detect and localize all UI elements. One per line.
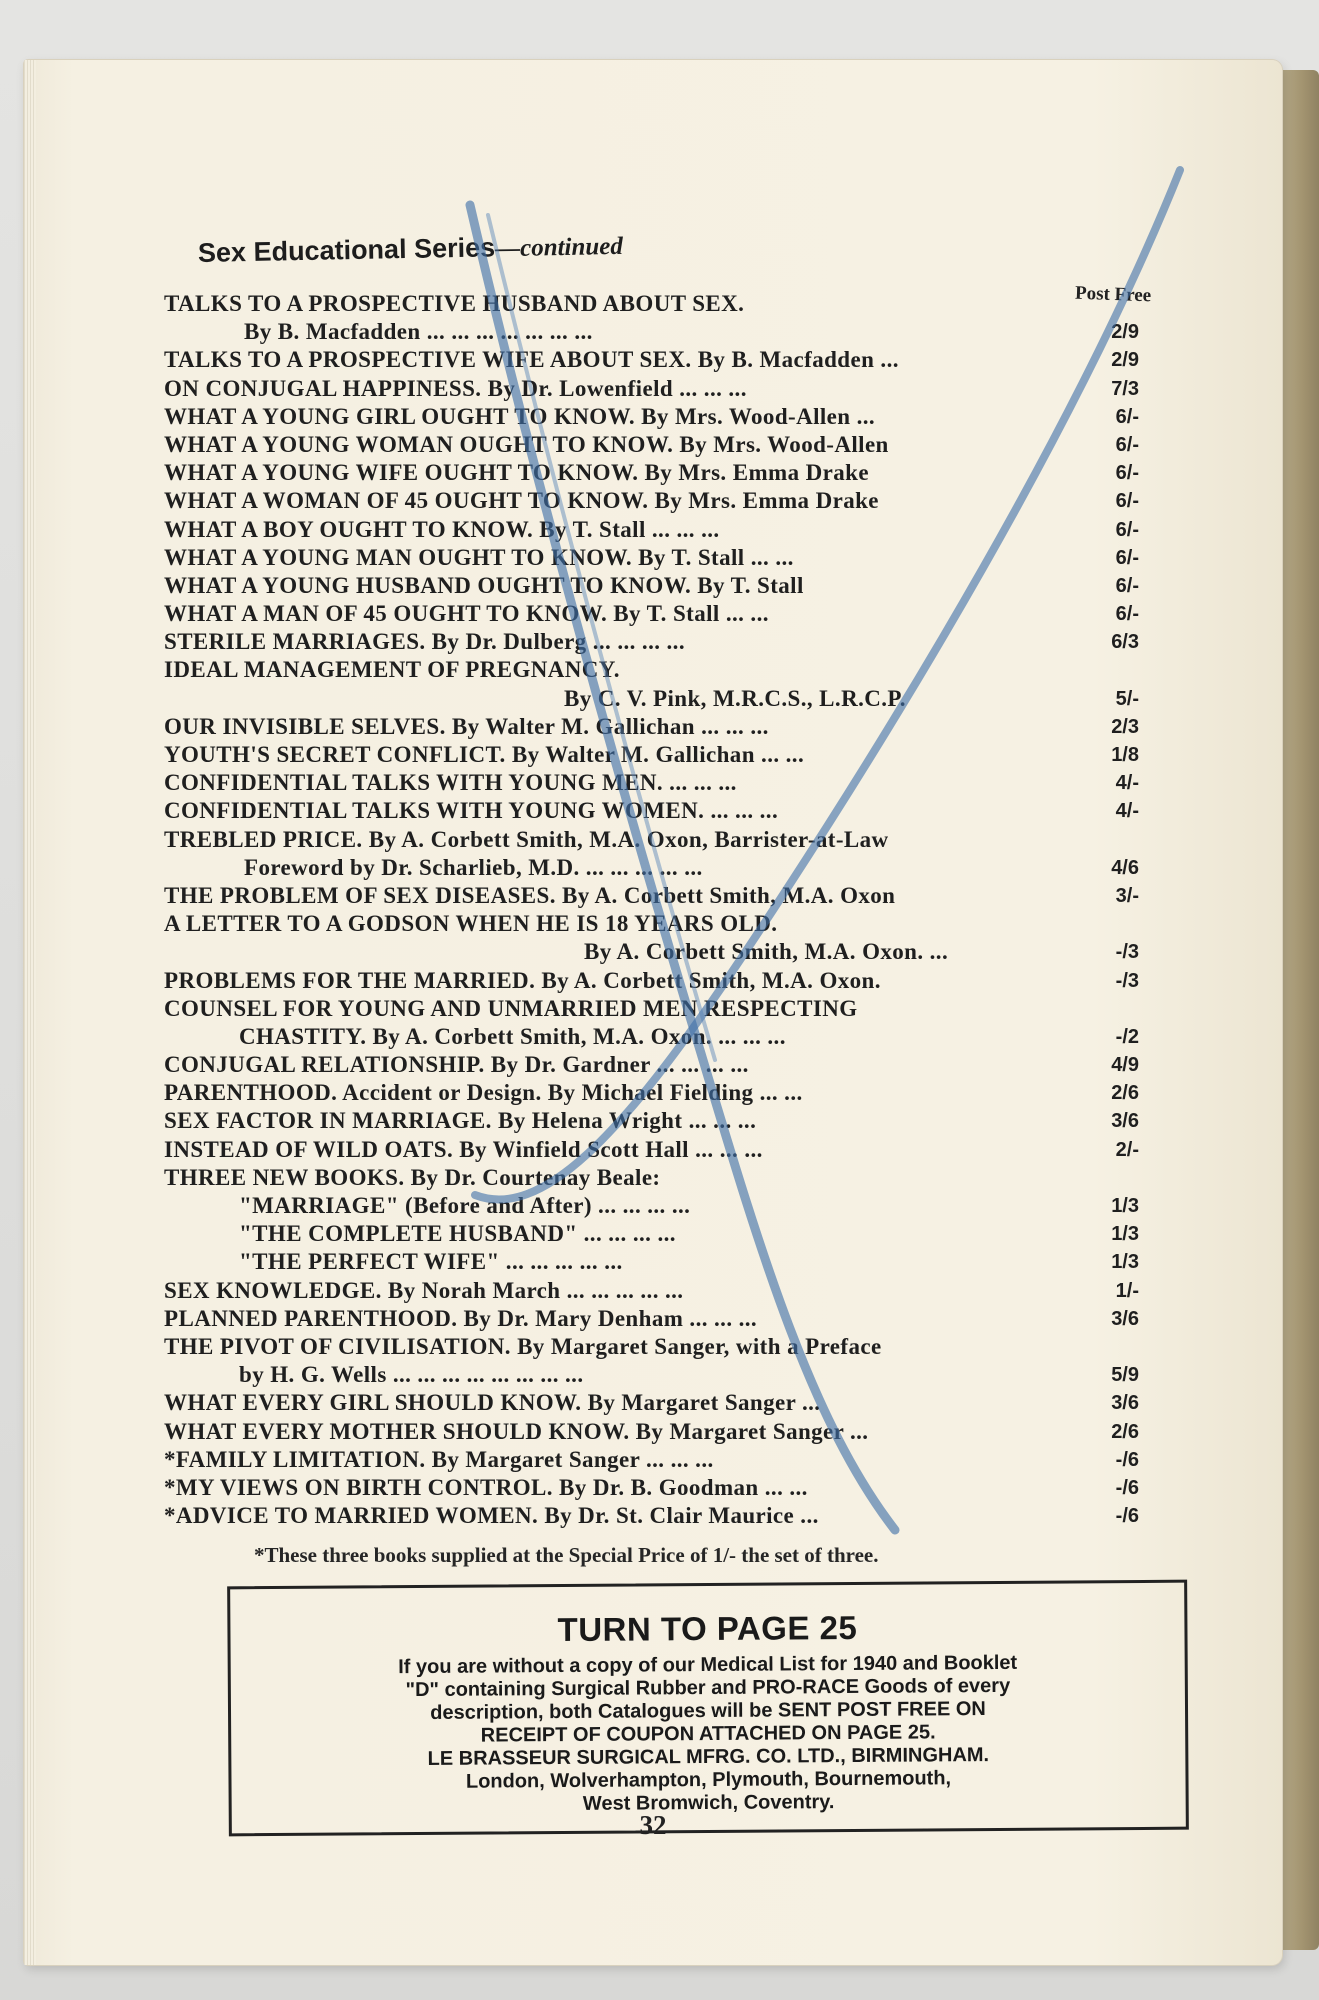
book-entry-text: TALKS TO A PROSPECTIVE WIFE ABOUT SEX. By B. Macfadden ... <box>164 347 899 373</box>
book-entry-text: *MY VIEWS ON BIRTH CONTROL. By Dr. B. Goodman ... ... <box>164 1474 808 1500</box>
book-price: 5/9 <box>1111 1364 1139 1387</box>
book-price: 6/- <box>1115 433 1139 456</box>
list-item <box>164 1248 1139 1276</box>
book-price: 6/3 <box>1111 631 1139 654</box>
book-entry-text: A LETTER TO A GODSON WHEN HE IS 18 YEARS OLD. <box>164 911 778 937</box>
list-item <box>164 1418 1139 1446</box>
list-item <box>164 459 1139 487</box>
list-item <box>164 375 1139 403</box>
book-entry-text: YOUTH'S SECRET CONFLICT. By Walter M. Gallichan ... ... <box>164 742 805 767</box>
book-entry-text: Foreword by Dr. Scharlieb, M.D. ... ... ... ... ... <box>244 854 703 880</box>
book-entry-text: "THE PERFECT WIFE" ... ... ... ... ... <box>239 1249 623 1275</box>
book-price: -/6 <box>1115 1448 1139 1471</box>
book-list <box>164 290 1139 1530</box>
book-entry-text: By A. Corbett Smith, M.A. Oxon. ... <box>584 939 949 965</box>
book-price: 6/- <box>1115 518 1139 541</box>
book-entry-text: IDEAL MANAGEMENT OF PREGNANCY. <box>164 657 620 683</box>
book-entry-text: WHAT A YOUNG WOMAN OUGHT TO KNOW. By Mrs. Wood-Allen <box>164 431 889 457</box>
book-price: 3/6 <box>1111 1392 1139 1415</box>
book-price: 6/- <box>1115 603 1139 626</box>
notice-line-4: RECEIPT OF COUPON ATTACHED ON PAGE 25. <box>480 1721 936 1747</box>
book-entry-text: By B. Macfadden ... ... ... ... ... ... ... <box>244 319 593 345</box>
book-price: -/6 <box>1115 1505 1139 1528</box>
list-item <box>164 544 1139 572</box>
book-entry-text: INSTEAD OF WILD OATS. By Winfield Scott Hall ... ... ... <box>164 1136 763 1162</box>
list-item <box>164 1023 1139 1051</box>
list-item <box>164 741 1139 769</box>
book-price: 3/- <box>1115 884 1139 907</box>
list-item <box>164 910 1139 938</box>
notice-line-7: West Bromwich, Coventry. <box>582 1791 835 1815</box>
book-entry-text: by H. G. Wells ... ... ... ... ... ... ... ... <box>239 1362 584 1388</box>
list-item <box>164 1305 1139 1333</box>
book-entry-text: WHAT EVERY GIRL SHOULD KNOW. By Margaret Sanger ... <box>164 1390 821 1416</box>
book-entry-text: CONFIDENTIAL TALKS WITH YOUNG WOMEN. ... ... ... <box>164 798 779 824</box>
list-item <box>164 967 1139 995</box>
book-entry-text: WHAT A YOUNG GIRL OUGHT TO KNOW. By Mrs. Wood-Allen ... <box>164 403 876 429</box>
book-entry-text: WHAT A YOUNG HUSBAND OUGHT TO KNOW. By T. Stall <box>164 572 804 598</box>
footnote: *These three books supplied at the Special Price of 1/- the set of three. <box>254 1543 879 1567</box>
book-entry-text: CHASTITY. By A. Corbett Smith, M.A. Oxon. ... ... ... <box>239 1023 786 1049</box>
book-entry-text: CONFIDENTIAL TALKS WITH YOUNG MEN. ... ... ... <box>164 770 737 796</box>
book-entry-text: PLANNED PARENTHOOD. By Dr. Mary Denham ... ... ... <box>164 1305 758 1331</box>
cover-edge <box>1277 70 1319 1950</box>
catalogue-page <box>24 60 1282 1965</box>
list-item <box>164 516 1139 544</box>
book-price: 6/- <box>1115 405 1139 428</box>
list-item <box>164 1446 1139 1474</box>
book-entry-text: WHAT A MAN OF 45 OUGHT TO KNOW. By T. Stall ... ... <box>164 601 769 627</box>
book-entry-text: "THE COMPLETE HUSBAND" ... ... ... ... <box>239 1221 676 1247</box>
list-item <box>164 1277 1139 1305</box>
book-entry-text: "MARRIAGE" (Before and After) ... ... ... ... <box>239 1193 691 1218</box>
book-entry-text: WHAT A YOUNG MAN OUGHT TO KNOW. By T. Stall ... ... <box>164 544 794 570</box>
book-price: 6/- <box>1115 490 1139 513</box>
book-price: 4/9 <box>1111 1054 1139 1077</box>
notice-line-2: "D" containing Surgical Rubber and PRO-RACE Goods of every <box>405 1674 1011 1702</box>
notice-heading: TURN TO PAGE 25 <box>557 1608 858 1649</box>
book-price: 1/- <box>1115 1279 1139 1302</box>
list-item <box>164 628 1139 656</box>
series-title-suffix: —continued <box>494 232 624 263</box>
list-item <box>164 1361 1139 1389</box>
price-heading: Post Free <box>1074 282 1152 307</box>
list-item <box>164 1136 1139 1164</box>
list-item <box>164 318 1139 346</box>
list-item <box>164 713 1139 741</box>
book-price: -/2 <box>1115 1025 1139 1048</box>
book-price: 6/- <box>1115 574 1139 597</box>
series-title-text: Sex Educational Series <box>197 232 496 268</box>
list-item <box>164 600 1139 628</box>
book-price: 2/9 <box>1111 321 1139 344</box>
book-price: 2/- <box>1115 1138 1139 1161</box>
book-entry-text: OUR INVISIBLE SELVES. By Walter M. Gallichan ... ... ... <box>164 713 769 739</box>
book-price: 1/3 <box>1111 1251 1139 1274</box>
book-price: 2/6 <box>1111 1420 1139 1443</box>
book-price: -/3 <box>1115 969 1139 992</box>
list-item <box>164 769 1139 797</box>
book-entry-text: STERILE MARRIAGES. By Dr. Dulberg ... ... ... ... <box>164 629 685 655</box>
book-price: 4/6 <box>1111 856 1139 879</box>
list-item <box>164 1474 1139 1502</box>
list-item <box>164 290 1139 318</box>
notice-line-6: London, Wolverhampton, Plymouth, Bournemouth, <box>465 1767 952 1793</box>
list-item <box>164 487 1139 515</box>
list-item <box>164 1502 1139 1530</box>
list-item <box>164 854 1139 882</box>
list-item <box>164 826 1139 854</box>
book-price: 2/6 <box>1111 1082 1139 1105</box>
list-item <box>164 1389 1139 1417</box>
book-entry-text: WHAT A BOY OUGHT TO KNOW. By T. Stall ... ... ... <box>164 516 720 542</box>
book-price: 6/- <box>1115 546 1139 569</box>
book-price: 5/- <box>1115 687 1139 710</box>
book-entry-text: THE PIVOT OF CIVILISATION. By Margaret Sanger, with a Preface <box>164 1333 882 1359</box>
book-entry-text: WHAT EVERY MOTHER SHOULD KNOW. By Margaret Sanger ... <box>164 1418 869 1444</box>
book-entry-text: WHAT A YOUNG WIFE OUGHT TO KNOW. By Mrs. Emma Drake <box>164 460 869 486</box>
book-entry-text: *FAMILY LIMITATION. By Margaret Sanger ... ... ... <box>164 1446 714 1472</box>
book-price: 1/3 <box>1111 1195 1139 1217</box>
list-item <box>164 938 1139 966</box>
list-item <box>164 403 1139 431</box>
list-item <box>164 882 1139 910</box>
list-item <box>164 1164 1139 1192</box>
book-price: -/6 <box>1115 1476 1139 1499</box>
book-price: 1/3 <box>1111 1223 1139 1246</box>
book-price: 7/3 <box>1111 377 1139 400</box>
book-entry-text: COUNSEL FOR YOUNG AND UNMARRIED MEN RESPECTING <box>164 995 858 1021</box>
book-price: 1/8 <box>1111 744 1139 766</box>
book-price: 2/3 <box>1111 715 1139 738</box>
page-content <box>164 232 1152 1815</box>
list-item <box>164 431 1139 459</box>
book-entry-text: WHAT A WOMAN OF 45 OUGHT TO KNOW. By Mrs. Emma Drake <box>164 488 879 514</box>
book-price: 6/- <box>1115 462 1139 485</box>
list-item <box>164 685 1139 713</box>
book-price: 4/- <box>1115 800 1139 823</box>
book-price: 3/6 <box>1111 1307 1139 1330</box>
list-item <box>164 346 1139 374</box>
book-entry-text: TREBLED PRICE. By A. Corbett Smith, M.A. Oxon, Barrister-at-Law <box>164 826 889 852</box>
list-item <box>164 656 1139 684</box>
list-item <box>164 1107 1139 1135</box>
notice-line-3: description, both Catalogues will be SENT POST FREE ON <box>430 1698 986 1724</box>
book-entry-text: SEX KNOWLEDGE. By Norah March ... ... ... ... ... <box>164 1277 684 1303</box>
notice-body <box>231 1651 1186 1819</box>
book-entry-text: PARENTHOOD. Accident or Design. By Michael Fielding ... ... <box>164 1080 803 1106</box>
list-item <box>164 797 1139 825</box>
notice-line-1: If you are without a copy of our Medical List for 1940 and Booklet <box>398 1651 1018 1679</box>
notice-box <box>227 1580 1189 1837</box>
list-item <box>164 1079 1139 1107</box>
page-stack-edge <box>24 60 36 1965</box>
series-title <box>198 220 1139 269</box>
book-entry-text: SEX FACTOR IN MARRIAGE. By Helena Wright ... ... ... <box>164 1108 757 1134</box>
notice-line-5: LE BRASSEUR SURGICAL MFRG. CO. LTD., BIRMINGHAM. <box>427 1744 990 1770</box>
list-item <box>164 1051 1139 1079</box>
book-entry-text: PROBLEMS FOR THE MARRIED. By A. Corbett Smith, M.A. Oxon. <box>164 967 881 993</box>
list-item <box>164 1192 1139 1220</box>
book-entry-text: THREE NEW BOOKS. By Dr. Courtenay Beale: <box>164 1164 661 1190</box>
book-entry-text: ON CONJUGAL HAPPINESS. By Dr. Lowenfield ... ... ... <box>164 375 747 401</box>
book-price: 2/9 <box>1111 349 1139 372</box>
book-entry-text: *ADVICE TO MARRIED WOMEN. By Dr. St. Clair Maurice ... <box>164 1503 819 1529</box>
book-entry-text: CONJUGAL RELATIONSHIP. By Dr. Gardner ... ... ... ... <box>164 1052 749 1078</box>
book-entry-text: By C. V. Pink, M.R.C.S., L.R.C.P. <box>564 685 906 711</box>
list-item <box>164 1333 1139 1361</box>
page-number: 32 <box>639 1810 667 1840</box>
list-item <box>164 995 1139 1023</box>
list-item <box>164 572 1139 600</box>
book-entry-text: TALKS TO A PROSPECTIVE HUSBAND ABOUT SEX. <box>164 291 745 316</box>
book-price: -/3 <box>1115 941 1139 964</box>
book-price: 4/- <box>1115 772 1139 795</box>
book-entry-text: THE PROBLEM OF SEX DISEASES. By A. Corbett Smith, M.A. Oxon <box>164 882 896 908</box>
list-item <box>164 1220 1139 1248</box>
book-price: 3/6 <box>1111 1110 1139 1133</box>
